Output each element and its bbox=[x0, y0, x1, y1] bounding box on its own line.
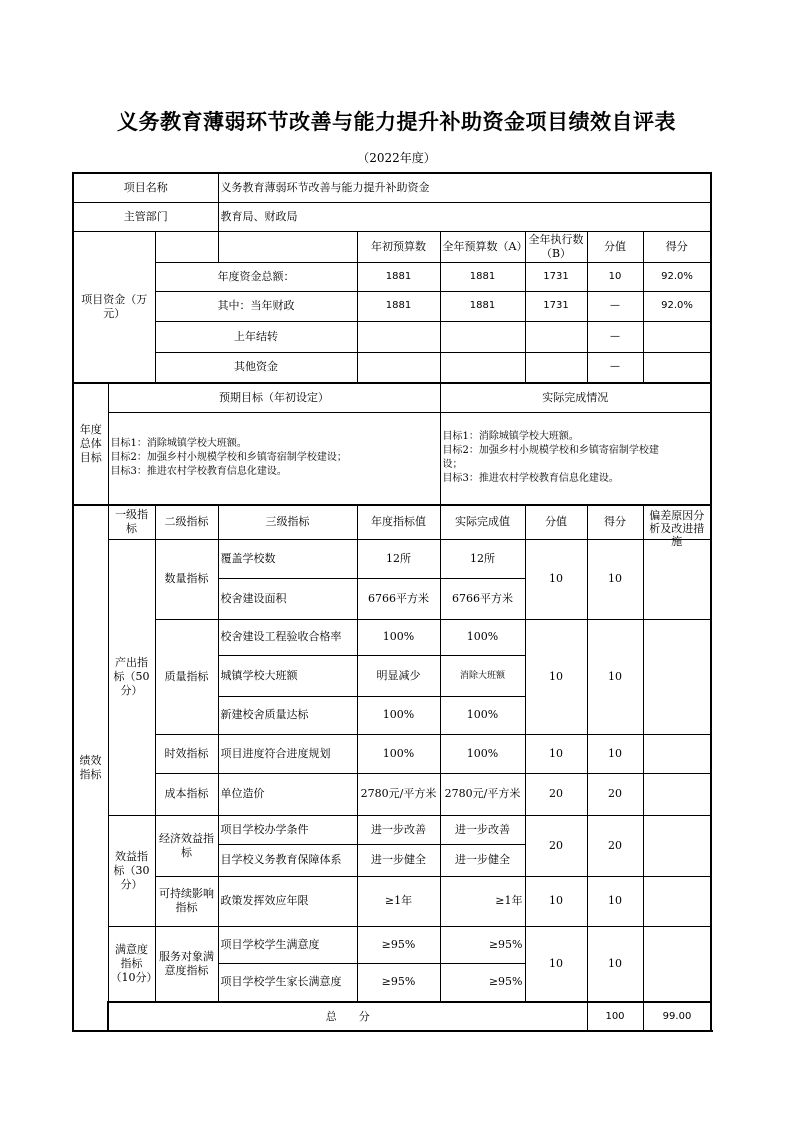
funds-header-score: 得分 bbox=[643, 231, 711, 262]
deviation-cell bbox=[643, 773, 711, 815]
funds-row-label: 其中：当年财政 bbox=[155, 291, 357, 321]
perf-header-level2: 二级指标 bbox=[155, 505, 218, 539]
indicator-name: 新建校舍质量达标 bbox=[218, 696, 357, 734]
level2-quality: 质量指标 bbox=[155, 619, 218, 734]
indicator-name: 单位造价 bbox=[218, 773, 357, 815]
funds-cell: 1881 bbox=[440, 291, 525, 321]
funds-header-annual: 全年预算数（A） bbox=[440, 231, 525, 262]
indicator-target: 2780元/平方米 bbox=[357, 773, 440, 815]
perf-header-score: 得分 bbox=[587, 505, 643, 539]
total-score: 99.00 bbox=[643, 1002, 711, 1031]
indicator-target: 12所 bbox=[357, 539, 440, 578]
total-label: 总 分 bbox=[108, 1002, 587, 1031]
indicator-actual: ≥95% bbox=[440, 963, 525, 1002]
score: 10 bbox=[587, 734, 643, 773]
goals-section-label: 年度总体目标 bbox=[73, 383, 108, 505]
score-value: 10 bbox=[525, 876, 587, 926]
level2-timeliness: 时效指标 bbox=[155, 734, 218, 773]
report-year: （2022年度） bbox=[357, 151, 436, 165]
funds-header-score-value: 分值 bbox=[587, 231, 643, 262]
funds-header-blank bbox=[155, 231, 218, 262]
funds-header-blank bbox=[218, 231, 357, 262]
indicator-name: 校舍建设工程验收合格率 bbox=[218, 619, 357, 655]
perf-header-score-value: 分值 bbox=[525, 505, 587, 539]
indicator-actual: 6766平方米 bbox=[440, 578, 525, 619]
deviation-cell bbox=[643, 734, 711, 773]
indicator-actual: 进一步健全 bbox=[440, 844, 525, 876]
indicator-name: 项目学校学生满意度 bbox=[218, 926, 357, 963]
funds-cell: — bbox=[587, 321, 643, 352]
funds-cell bbox=[357, 321, 440, 352]
indicator-actual: 消除大班额 bbox=[440, 655, 525, 696]
evaluation-table bbox=[72, 172, 712, 1032]
perf-header-level3: 三级指标 bbox=[218, 505, 357, 539]
deviation-cell bbox=[643, 539, 711, 619]
funds-cell: — bbox=[587, 352, 643, 383]
score-value: 10 bbox=[525, 926, 587, 1002]
project-name-label: 项目名称 bbox=[73, 173, 218, 202]
funds-cell bbox=[357, 352, 440, 383]
indicator-target: 100% bbox=[357, 619, 440, 655]
funds-cell bbox=[643, 321, 711, 352]
funds-cell: 1881 bbox=[357, 291, 440, 321]
funds-cell: 1731 bbox=[525, 262, 587, 291]
dept-label: 主管部门 bbox=[73, 202, 218, 231]
perf-header-target: 年度指标值 bbox=[357, 505, 440, 539]
perf-header-level1: 一级指标 bbox=[108, 505, 155, 539]
deviation-cell bbox=[643, 815, 711, 876]
indicator-actual: 100% bbox=[440, 696, 525, 734]
level1-satisfaction: 满意度指标（10分） bbox=[108, 926, 155, 1002]
indicator-target: 100% bbox=[357, 734, 440, 773]
indicator-target: 6766平方米 bbox=[357, 578, 440, 619]
indicator-name: 覆盖学校数 bbox=[218, 539, 357, 578]
score: 10 bbox=[587, 876, 643, 926]
indicator-actual: 2780元/平方米 bbox=[440, 773, 525, 815]
funds-row-label: 上年结转 bbox=[155, 321, 357, 352]
funds-cell: 1881 bbox=[357, 262, 440, 291]
funds-cell: 1731 bbox=[525, 291, 587, 321]
indicator-target: ≥95% bbox=[357, 963, 440, 1002]
indicator-actual: ≥95% bbox=[440, 926, 525, 963]
indicator-actual: 100% bbox=[440, 734, 525, 773]
funds-cell: 1881 bbox=[440, 262, 525, 291]
score: 10 bbox=[587, 539, 643, 619]
indicator-target: 明显减少 bbox=[357, 655, 440, 696]
deviation-cell bbox=[643, 619, 711, 734]
indicator-name: 校舍建设面积 bbox=[218, 578, 357, 619]
funds-cell: — bbox=[587, 291, 643, 321]
expected-goal-header: 预期目标（年初设定） bbox=[108, 383, 440, 412]
level1-output: 产出指标（50分） bbox=[108, 539, 155, 815]
indicator-name: 项目学校办学条件 bbox=[218, 815, 357, 844]
indicator-actual: 进一步改善 bbox=[440, 815, 525, 844]
score: 10 bbox=[587, 619, 643, 734]
score-value: 20 bbox=[525, 815, 587, 876]
funds-cell bbox=[643, 352, 711, 383]
funds-section-label: 项目资金（万元） bbox=[73, 231, 155, 383]
perf-header-deviation: 偏差原因分析及改进措施 bbox=[643, 505, 711, 539]
indicator-name: 政策发挥效应年限 bbox=[218, 876, 357, 926]
page-title: 义务教育薄弱环节改善与能力提升补助资金项目绩效自评表 bbox=[117, 110, 676, 134]
indicator-target: 进一步改善 bbox=[357, 815, 440, 844]
indicator-target: 100% bbox=[357, 696, 440, 734]
score: 10 bbox=[587, 926, 643, 1002]
actual-goal-text: 目标1：消除城镇学校大班额。 目标2：加强乡村小规模学校和乡镇寄宿制学校建 设； 目标3：推进农村学校教育信息化建设。 bbox=[440, 412, 711, 505]
level2-cost: 成本指标 bbox=[155, 773, 218, 815]
indicator-actual: 12所 bbox=[440, 539, 525, 578]
score: 20 bbox=[587, 773, 643, 815]
funds-cell: 10 bbox=[587, 262, 643, 291]
funds-cell: 92.0% bbox=[643, 291, 711, 321]
total-score-value: 100 bbox=[587, 1002, 643, 1031]
score-value: 20 bbox=[525, 773, 587, 815]
funds-cell bbox=[440, 352, 525, 383]
funds-cell bbox=[525, 352, 587, 383]
funds-cell: 92.0% bbox=[643, 262, 711, 291]
indicator-actual: ≥1年 bbox=[440, 876, 525, 926]
funds-header-initial: 年初预算数 bbox=[357, 231, 440, 262]
indicator-name: 目学校义务教育保障体系 bbox=[218, 844, 357, 876]
level2-quantity: 数量指标 bbox=[155, 539, 218, 619]
project-name-value: 义务教育薄弱环节改善与能力提升补助资金 bbox=[218, 173, 711, 202]
level1-benefit: 效益指标（30分） bbox=[108, 815, 155, 926]
score-value: 10 bbox=[525, 734, 587, 773]
indicator-name: 城镇学校大班额 bbox=[218, 655, 357, 696]
funds-cell bbox=[525, 321, 587, 352]
actual-goal-header: 实际完成情况 bbox=[440, 383, 711, 412]
level2-sustain: 可持续影响指标 bbox=[155, 876, 218, 926]
perf-header-actual: 实际完成值 bbox=[440, 505, 525, 539]
level2-service: 服务对象满意度指标 bbox=[155, 926, 218, 1002]
deviation-cell bbox=[643, 926, 711, 1002]
indicator-target: ≥1年 bbox=[357, 876, 440, 926]
funds-cell bbox=[440, 321, 525, 352]
indicator-target: 进一步健全 bbox=[357, 844, 440, 876]
indicator-name: 项目学校学生家长满意度 bbox=[218, 963, 357, 1002]
deviation-cell bbox=[643, 876, 711, 926]
funds-row-label: 年度资金总额： bbox=[155, 262, 357, 291]
score: 20 bbox=[587, 815, 643, 876]
level2-economic: 经济效益指标 bbox=[155, 815, 218, 876]
funds-header-executed: 全年执行数（B） bbox=[525, 231, 587, 262]
expected-goal-text: 目标1：消除城镇学校大班额。 目标2：加强乡村小规模学校和乡镇寄宿制学校建设； 目标3：推进农村学校教育信息化建设。 bbox=[108, 412, 440, 505]
indicator-name: 项目进度符合进度规划 bbox=[218, 734, 357, 773]
perf-section-label: 绩效指标 bbox=[73, 505, 108, 1031]
score-value: 10 bbox=[525, 619, 587, 734]
indicator-target: ≥95% bbox=[357, 926, 440, 963]
score-value: 10 bbox=[525, 539, 587, 619]
funds-row-label: 其他资金 bbox=[155, 352, 357, 383]
dept-value: 教育局、财政局 bbox=[218, 202, 711, 231]
indicator-actual: 100% bbox=[440, 619, 525, 655]
